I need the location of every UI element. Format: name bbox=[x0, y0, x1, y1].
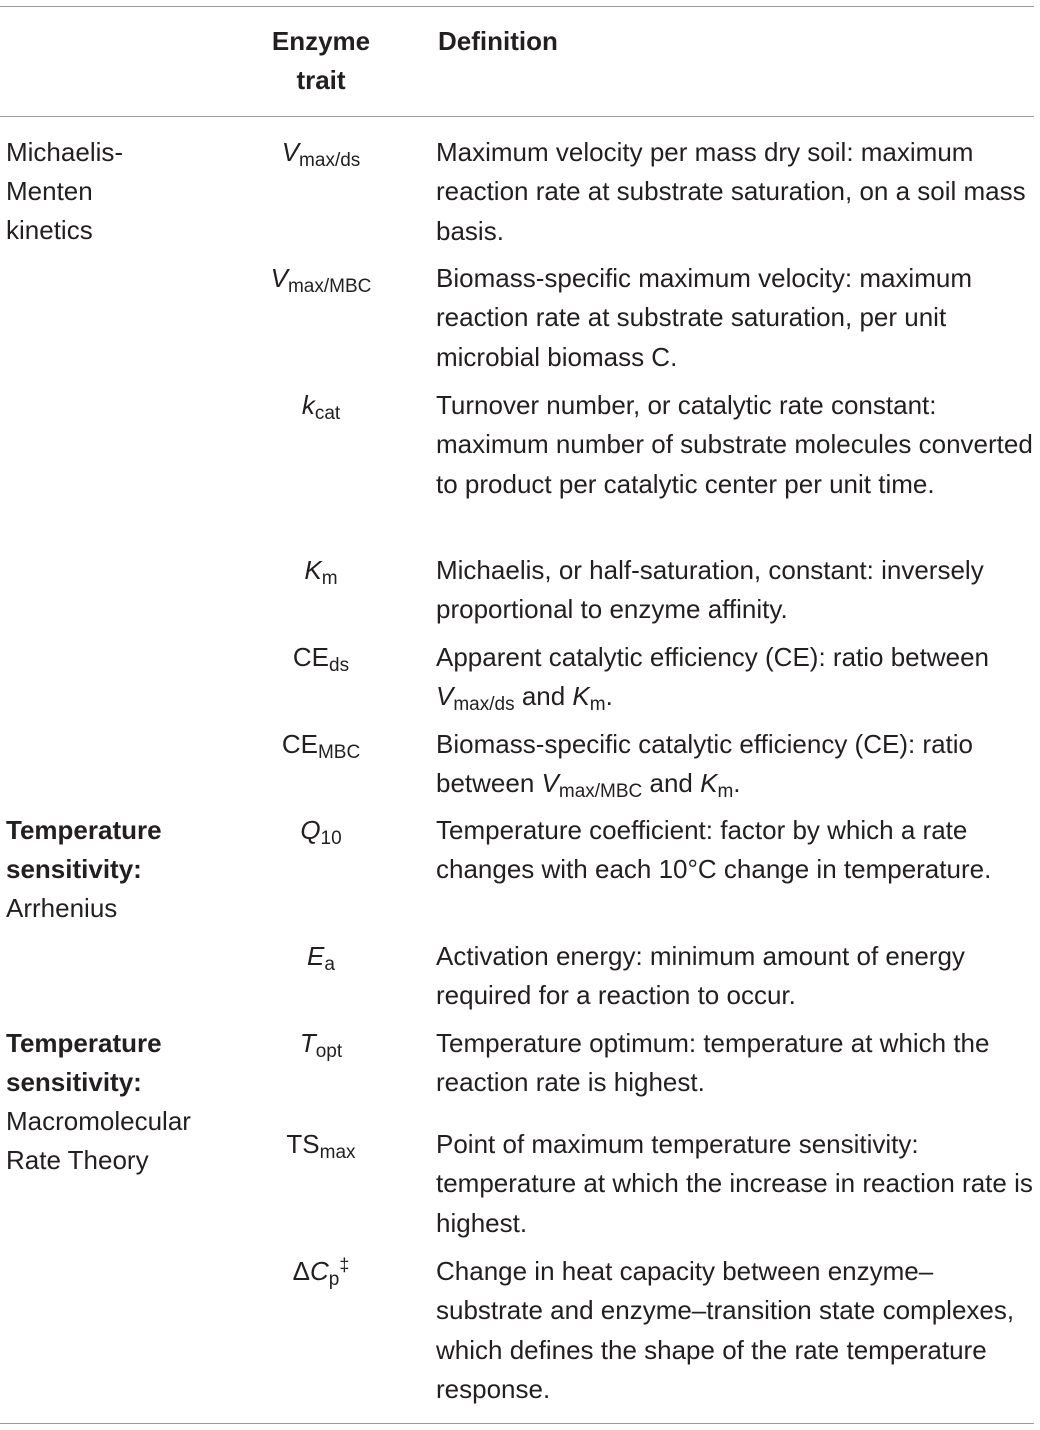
bottom-rule bbox=[0, 1423, 1034, 1424]
category-line: Menten bbox=[6, 176, 93, 206]
category-arrhenius bbox=[6, 811, 241, 928]
header-definition: Definition bbox=[438, 26, 558, 56]
trait-subscript: m bbox=[321, 568, 338, 589]
definition-text: Biomass-specific catalytic efficiency (CE): ratio between bbox=[436, 729, 974, 799]
category-line: Michaelis- bbox=[6, 137, 124, 167]
trait-vmax-mbc bbox=[248, 259, 394, 298]
category-line: Arrhenius bbox=[6, 893, 118, 923]
trait-subscript: 10 bbox=[320, 828, 342, 849]
definition-text: and bbox=[514, 681, 573, 712]
category-bold: Temperature bbox=[6, 1028, 162, 1058]
trait-symbol: k bbox=[301, 390, 315, 420]
trait-symbol: TS bbox=[286, 1129, 320, 1159]
trait-subscript: ds bbox=[329, 655, 350, 676]
definition-delta-cp: Change in heat capacity between enzyme–substrate and enzyme–transition state complexes, which defines the shape of the rate temperature response. bbox=[436, 1256, 1015, 1404]
definition-ce-mbc bbox=[436, 725, 1036, 804]
trait-subscript: p bbox=[328, 1269, 340, 1290]
trait-delta-cp bbox=[248, 1252, 394, 1291]
definition-topt: Temperature optimum: temperature at which the reaction rate is highest. bbox=[436, 1028, 990, 1098]
category-line: Rate Theory bbox=[6, 1145, 149, 1175]
inline-subscript: m bbox=[717, 781, 734, 803]
definition-vmax-ds: Maximum velocity per mass dry soil: maximum reaction rate at substrate saturation, on a soil mass basis. bbox=[436, 137, 1026, 246]
definition-tsmax: Point of maximum temperature sensitivity: temperature at which the increase in reaction rate is highest. bbox=[436, 1129, 1033, 1238]
category-line: kinetics bbox=[6, 215, 93, 245]
category-bold: sensitivity: bbox=[6, 854, 142, 884]
trait-symbol: C bbox=[310, 1256, 329, 1286]
definition-text: and bbox=[642, 768, 701, 799]
trait-symbol: CE bbox=[292, 642, 330, 672]
trait-kcat bbox=[248, 386, 394, 425]
definition-text: Apparent catalytic efficiency (CE): ratio between bbox=[436, 642, 990, 672]
definition-text: . bbox=[733, 768, 741, 799]
top-rule bbox=[0, 6, 1034, 7]
trait-symbol: Q bbox=[300, 815, 321, 845]
inline-symbol: V bbox=[541, 768, 559, 799]
category-michaelis-menten bbox=[6, 133, 241, 250]
trait-symbol: V bbox=[281, 137, 300, 167]
trait-symbol: K bbox=[304, 555, 322, 585]
trait-ce-ds bbox=[248, 638, 394, 677]
definition-vmax-mbc: Biomass-specific maximum velocity: maximum reaction rate at substrate saturation, per unit microbial biomass C. bbox=[436, 263, 972, 372]
trait-subscript: max/MBC bbox=[287, 276, 372, 297]
trait-ce-mbc bbox=[248, 725, 394, 764]
trait-q10 bbox=[248, 811, 394, 850]
category-bold: Temperature bbox=[6, 815, 162, 845]
trait-symbol: E bbox=[307, 941, 325, 971]
inline-subscript: m bbox=[589, 694, 606, 716]
trait-topt bbox=[248, 1024, 394, 1063]
trait-subscript: a bbox=[324, 954, 335, 975]
header-rule bbox=[0, 116, 1034, 117]
trait-symbol: CE bbox=[281, 729, 318, 759]
trait-symbol: V bbox=[270, 263, 288, 293]
trait-subscript: max/ds bbox=[299, 150, 361, 171]
inline-subscript: max/MBC bbox=[558, 781, 643, 803]
inline-symbol: V bbox=[436, 681, 454, 712]
header-trait-line1: Enzyme bbox=[271, 26, 371, 56]
category-line: Macromolecular bbox=[6, 1106, 191, 1136]
trait-subscript: MBC bbox=[317, 742, 361, 763]
trait-km bbox=[248, 551, 394, 590]
definition-q10: Temperature coefficient: factor by which a rate changes with each 10°C change in temperature. bbox=[436, 815, 992, 885]
trait-subscript: max bbox=[319, 1142, 356, 1163]
header-enzyme-trait bbox=[248, 22, 394, 100]
definition-text: . bbox=[605, 681, 613, 712]
trait-tsmax bbox=[248, 1125, 394, 1164]
trait-symbol-prefix: Δ bbox=[292, 1256, 310, 1286]
definition-kcat: Turnover number, or catalytic rate constant: maximum number of substrate molecules converted to product per catalytic center per unit time. bbox=[436, 390, 1033, 499]
inline-symbol: K bbox=[572, 681, 590, 712]
definition-ce-ds bbox=[436, 638, 1036, 717]
category-bold: sensitivity: bbox=[6, 1067, 142, 1097]
trait-vmax-ds bbox=[248, 133, 394, 172]
trait-subscript: opt bbox=[315, 1041, 343, 1062]
header-trait-line2: trait bbox=[296, 65, 346, 95]
trait-ea bbox=[248, 937, 394, 976]
trait-subscript: cat bbox=[314, 403, 341, 424]
trait-superscript: ‡ bbox=[339, 1255, 350, 1275]
inline-symbol: K bbox=[700, 768, 718, 799]
inline-subscript: max/ds bbox=[453, 694, 515, 716]
trait-symbol: T bbox=[299, 1028, 316, 1058]
category-macromolecular-rate-theory bbox=[6, 1024, 241, 1180]
definition-ea: Activation energy: minimum amount of energy required for a reaction to occur. bbox=[436, 941, 965, 1011]
definition-km: Michaelis, or half-saturation, constant: inversely proportional to enzyme affinity. bbox=[436, 555, 984, 625]
